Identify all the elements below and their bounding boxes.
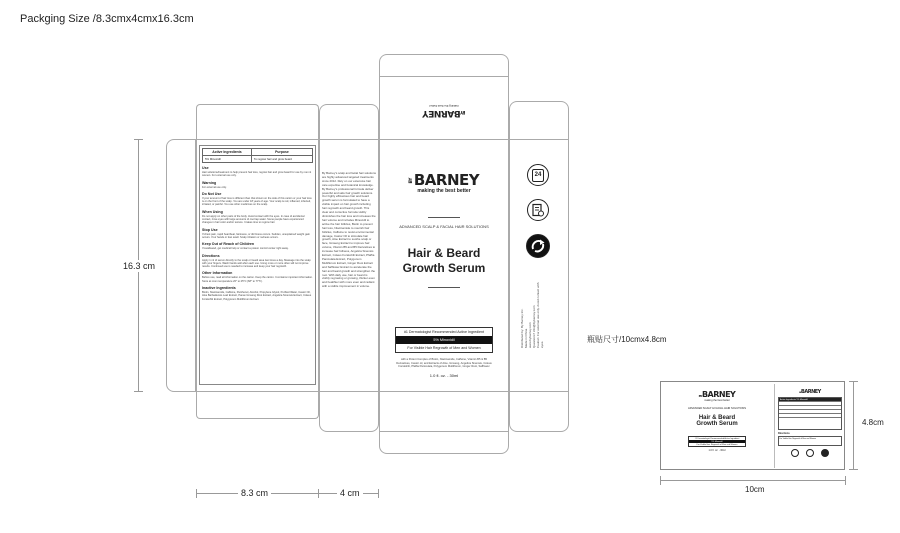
front-tagline: making the best better: [417, 188, 471, 194]
badge-minoxidil: 5% Minoxidil: [396, 336, 492, 344]
read-leaflet-svg: [531, 203, 545, 217]
sticker-badge3: For Visible Hair Regrowth of Men and Women: [696, 443, 738, 446]
warning-heading: Warning: [202, 180, 217, 185]
sticker-leaflet-icon: [806, 449, 814, 457]
sticker-subtitle: ADVANCED SCALP & FACIAL HAIR SOLUTIONS: [687, 407, 747, 410]
front-brand: [379, 170, 509, 189]
width-tick-left: [196, 489, 197, 498]
sticker-product-line1: Hair & Beard: [698, 415, 736, 421]
uses-heading: Use: [202, 166, 209, 170]
sticker-width-line: [660, 480, 845, 481]
inactive-text: Biotin, Niacinamide, Caffeine, Panthenol, Alcohol, Propylene Glycol, Purified Water, Castor Oil, Aloe Barbadensis Leaf Extract, Panax Ginseng Root Extract, Angelica Sinensis Extract, Coleus Forskohlii Extract, Polygonum Multiflorum Extract.: [202, 291, 312, 301]
sticker-24-icon: [791, 449, 799, 457]
directions-text: Apply 1 ml of serum directly to the scalp or beard area two times a day. Massage into the scalp with your fingers. Wash hands well after each use. Using more or more often will not improve results. Continued use is needed to increase and keep your hair regrowth.: [202, 258, 311, 269]
right-side-bottom-flap: [509, 392, 569, 432]
stop-use-text: If chest pain, rapid heartbeat, faintness, or dizziness occurs. Sudden, unexplained weight gain occurs. Your hands or feet swell. Scalp irritation or redness occurs.: [202, 232, 310, 239]
front-subtitle: ADVANCED SCALP & FACIAL HAIR SOLUTIONS: [399, 223, 489, 229]
front-divider-top: [428, 217, 460, 218]
sticker-height-tick-top: [849, 381, 858, 382]
sticker-height-tick-bottom: [849, 469, 858, 470]
recycle-icon: [526, 234, 550, 258]
sticker-width-tick-right: [845, 476, 846, 485]
sticker-badge1: #1 Dermatologist Recommended Active Ingredient: [694, 437, 740, 440]
sticker-product-line2: Growth Serum: [696, 421, 738, 427]
sticker-brand-by: BY: [698, 394, 702, 398]
col-active-ingredients: Active Ingredients: [203, 149, 252, 156]
sticker-badge-box: [688, 436, 746, 447]
back-bottom-tuck: [196, 392, 319, 419]
directions-heading: Directions: [202, 253, 220, 258]
lid-brand-name: BARNEY: [422, 108, 461, 118]
lid-brand-by: BY: [460, 110, 466, 115]
sticker-tagline: making the best better: [704, 399, 730, 402]
do-not-use-text: If your amount of hair loss is different than that shown on the side of this carton or your hair loss is on the front of the scalp. You are under 18 years of age. Your scalp is red, inflamed, infected, irritated, or painful. You use other medicines on the scalp.: [202, 196, 312, 207]
sticker-table-row5: [779, 417, 841, 421]
sticker-width-label: 10cm: [745, 485, 765, 494]
badge-box: [395, 327, 493, 353]
read-leaflet-icon: [527, 199, 549, 221]
sticker-right-brand: [778, 389, 842, 395]
when-using-heading: When Using: [202, 209, 223, 214]
sticker-directions-heading: Directions: [778, 432, 790, 435]
stop-use-heading: Stop Use: [202, 227, 218, 232]
front-top-tuck: [379, 54, 509, 76]
right-side-top-flap: [509, 101, 569, 139]
product-name-line1: Hair & Beard: [407, 245, 481, 260]
keep-out-text: If swallowed, get medical help or contact a poison control center right away.: [202, 247, 289, 251]
24-month-icon: [527, 164, 549, 186]
front-brand-by: BY: [408, 177, 414, 184]
sticker-left: [662, 384, 772, 468]
sticker-right-by: BY: [799, 392, 802, 394]
when-using-text: Do not apply on other parts of the body. Avoid contact with the eyes. In case of accidental contact, rinse eyes with large amounts of cool tap water. Some people have experienced changes in hair color and/or texture. It takes time to regrow hair.: [202, 214, 305, 225]
height-tick-top: [134, 139, 143, 140]
left-side-bottom-flap: [319, 392, 379, 432]
sticker-width-tick-left: [660, 476, 661, 485]
front-bottom-lid: [379, 392, 509, 432]
sticker-brand-name: BARNEY: [701, 390, 736, 399]
other-info-heading: Other Information: [202, 271, 233, 276]
active-ingredient-table: [202, 148, 313, 163]
lid-brand-tagline: making the best better: [429, 104, 459, 108]
sticker-height-line: [853, 381, 854, 470]
sticker-volume: 1.0 fl. oz. - 30ml: [708, 449, 726, 452]
sticker-right: [774, 384, 842, 468]
depth-label: 4 cm: [337, 488, 363, 498]
uses-text: Hair solutions/treatment to help prevent hair loss, regrow hair and grow beard for use by men & women. For external use only.: [202, 171, 312, 178]
keep-out-heading: Keep Out of Reach of Children: [202, 242, 255, 247]
width-label: 8.3 cm: [238, 488, 271, 498]
sticker-table-title: Active Ingredients 5% Minoxidil: [779, 398, 841, 401]
inactive-heading: Inactive Ingredients: [202, 286, 236, 291]
recycle-svg: [530, 238, 546, 254]
product-name-line2: Growth Serum: [402, 260, 486, 275]
formula-note: with a Potent Complex of Biotin, Niacinamide, Caffeine, Vitamin B5 & B5 Derivatives, Castor oil, and Extracts of Aloe, Ginseng, Angelica Sinensis, Coleus Forskohlii, Pfaffia Paniculata, Polygonum Multiflorum, Ginger Root, Safflower: [396, 358, 492, 369]
drug-facts: [199, 145, 316, 385]
warning-text: For external use only.: [202, 185, 227, 189]
lid-brand: [419, 104, 469, 118]
purpose-cell: To regrow hair and grow beard: [251, 156, 312, 163]
depth-tick-right: [378, 489, 379, 498]
front-content: [379, 139, 509, 392]
glue-flap: [166, 139, 196, 392]
24-month-label: 24: [534, 172, 542, 178]
page-title: Packging Size /8.3cmx4cmx16.3cm: [20, 13, 194, 25]
sticker-size-label: 瓶贴尺寸/10cmx4.8cm: [587, 335, 667, 344]
side-vertical-text: Distributed by: By Barney Inc. Made in China www.bybarney.com Questions? info@bybarney.com Caution: For external use only. Avoid contact with eyes.: [520, 282, 544, 348]
do-not-use-heading: Do Not Use: [202, 191, 222, 196]
sticker-icon-row: [778, 449, 842, 457]
ingredient-cell: 5% Minoxidil: [203, 156, 252, 163]
sticker-brand: [662, 390, 772, 399]
sticker-directions-box: [778, 436, 842, 446]
height-tick-bottom: [134, 391, 143, 392]
front-bottom-tuck: [379, 432, 509, 454]
front-divider-bottom: [428, 287, 460, 288]
sticker-badge2: 5% Minoxidil: [689, 440, 745, 443]
sticker-directions-text: For Visible Hair Regrowth of Men and Women: [779, 437, 817, 440]
left-side-top-flap: [319, 104, 379, 139]
other-info-text: Before use, read all information on the carton. Keep the carton. It contains important information. Store at room temperature 20° to 25°C (68° to 77°F).: [202, 276, 313, 283]
height-label: 16.3 cm: [123, 261, 156, 271]
back-top-tuck: [196, 104, 319, 139]
badge-recommended: #1 Dermatologist Recommended Active Ingredient: [403, 330, 485, 335]
sticker-table: [778, 397, 842, 430]
sticker-height-label: 4.8cm: [862, 418, 884, 427]
volume: 1.0 fl. oz. - 30ml: [429, 372, 459, 378]
front-brand-name: BARNEY: [413, 171, 480, 189]
description-text: By Barney's scalp and facial hair solutions are highly advanced targeted treatments since 2012. Rely on our extensive hair care expertise and botanical knowledge. By Barney's professional formula deliver powerful and safe hair growth solutions. Our highly efficacious hair and beard growth serum is formulated to have a visible impact on hair growth including hair regrowth and beard growth. This clear and corrective formula visibly diminishes the hair loss and increases the hair volume and includes Minoxidil to active the hair follicles, Biotin to prevent hair loss, Niacinamide to nourish hair follicles, Caffeine to resist environmental damage, Castor Oil to stimulate hair growth, Aloe Extract to soothe scalp or face, Ginseng Extract to improve hair volume, Vitamin B5 and B5 Derivatives to increase hair fullness, Angelica Sinensis Extract, Coleus Forskohlii Extract, Pfaffia Paniculata Extract, Polygonum Multiflorum Extract, Ginger Root Extract and Safflower Extract to accelerate the hair and beard growth and strengthen the root. With daily use, hair or beard is visibly regrowing or growing, thicker even and healthier with more even and radiant with a visible improvement in volume.: [322, 172, 376, 289]
sticker-right-name: BARNEY: [801, 389, 821, 395]
badge-regrowth: For Visible Hair Regrowth of Men and Women: [407, 346, 481, 351]
sticker-recycle-icon: [821, 449, 829, 457]
col-purpose: Purpose: [251, 149, 312, 156]
